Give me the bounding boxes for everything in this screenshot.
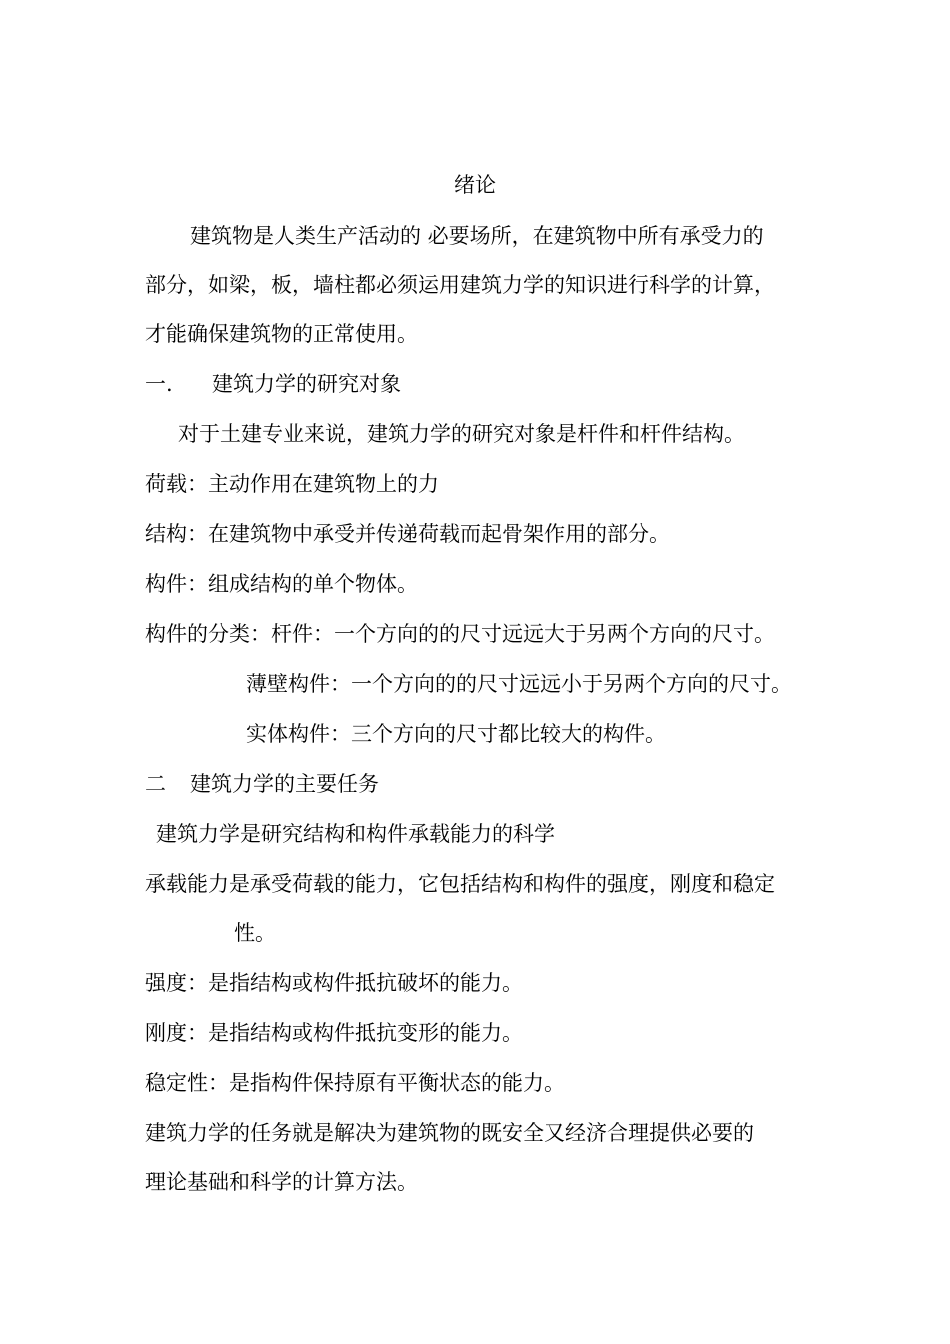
section2-line-8: 理论基础和科学的计算方法。 — [145, 1170, 418, 1194]
section2-line-5: 刚度：是指结构或构件抵抗变形的能力。 — [145, 1021, 523, 1045]
section1-line-6: 薄壁构件：一个方向的的尺寸远远小于另两个方向的尺寸。 — [246, 672, 792, 696]
section2-heading-number: 二 — [145, 772, 166, 796]
section1-line-5: 构件的分类：杆件：一个方向的的尺寸远远大于另两个方向的尺寸。 — [145, 622, 775, 646]
section1-line-7: 实体构件：三个方向的尺寸都比较大的构件。 — [246, 722, 666, 746]
section1-line-3: 结构：在建筑物中承受并传递荷载而起骨架作用的部分。 — [145, 522, 670, 546]
intro-line-2: 部分，如梁，板，墙柱都必须运用建筑力学的知识进行科学的计算， — [145, 273, 775, 297]
section2-line-2: 承载能力是承受荷载的能力，它包括结构和构件的强度，刚度和稳定 — [145, 872, 775, 896]
section2-line-3: 性。 — [234, 921, 276, 945]
section1-line-2: 荷载：主动作用在建筑物上的力 — [145, 472, 439, 496]
section2-heading: 建筑力学的主要任务 — [190, 772, 379, 796]
section2-line-7: 建筑力学的任务就是解决为建筑物的既安全又经济合理提供必要的 — [145, 1121, 754, 1145]
section1-heading: 建筑力学的研究对象 — [212, 372, 401, 396]
section2-line-6: 稳定性：是指构件保持原有平衡状态的能力。 — [145, 1071, 565, 1095]
section2-line-1: 建筑力学是研究结构和构件承载能力的科学 — [156, 822, 555, 846]
document-title: 绪论 — [454, 173, 496, 197]
section1-heading-number: 一. — [145, 372, 173, 396]
intro-line-3: 才能确保建筑物的正常使用。 — [145, 322, 418, 346]
section1-line-1: 对于土建专业来说，建筑力学的研究对象是杆件和杆件结构。 — [178, 422, 745, 446]
section1-line-4: 构件：组成结构的单个物体。 — [145, 572, 418, 596]
intro-line-1: 建筑物是人类生产活动的 必要场所，在建筑物中所有承受力的 — [190, 224, 764, 248]
section2-line-4: 强度：是指结构或构件抵抗破坏的能力。 — [145, 971, 523, 995]
